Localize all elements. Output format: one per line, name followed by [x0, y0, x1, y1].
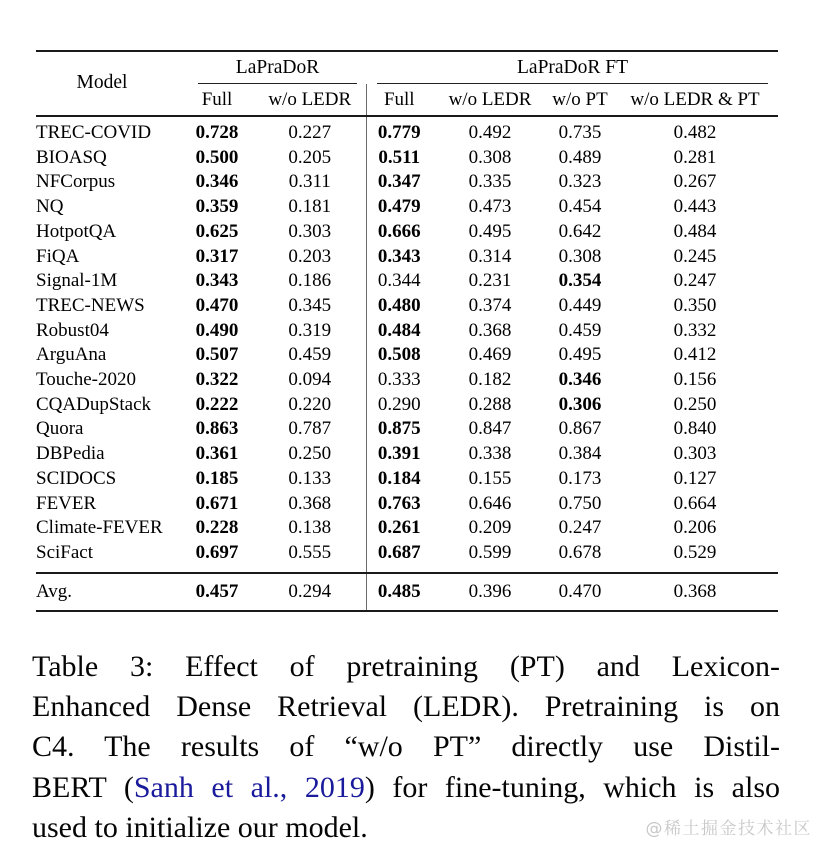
metric-cell: 0.267 [673, 171, 717, 193]
metric-cell: 0.511 [378, 146, 421, 168]
metric-cell: 0.500 [195, 146, 239, 168]
metric-cell: 0.227 [254, 116, 366, 146]
metric-cell: 0.687 [377, 541, 421, 563]
table-row [36, 170, 778, 195]
metric-cell: 0.247 [673, 270, 717, 292]
group-header-lapridor-ft [366, 51, 778, 84]
dataset-name: CQADupStack [36, 393, 152, 415]
metric-cell: 0.308 [558, 245, 602, 267]
metric-cell: 0.311 [254, 170, 366, 195]
table-row [36, 146, 778, 171]
dataset-name: FEVER [36, 492, 97, 514]
dataset-name: Touche-2020 [36, 369, 136, 391]
dataset-name: Avg. [36, 580, 73, 602]
metric-cell: 0.470 [558, 580, 602, 602]
metric-cell: 0.247 [558, 517, 602, 539]
metric-cell: 0.323 [558, 171, 602, 193]
metric-cell: 0.343 [377, 245, 421, 267]
metric-cell: 0.314 [468, 245, 512, 267]
metric-cell: 0.459 [558, 319, 602, 341]
col-header-wo-ledr-1: w/o LEDR [254, 84, 366, 116]
metric-cell: 0.186 [254, 269, 366, 294]
metric-cell: 0.368 [468, 319, 512, 341]
dataset-name: Robust04 [36, 319, 109, 341]
dataset-name: SciFact [36, 541, 93, 563]
col-header-wo-ledr-pt: w/o LEDR & PT [612, 84, 778, 116]
metric-cell: 0.133 [254, 467, 366, 492]
metric-cell: 0.184 [377, 467, 421, 489]
metric-cell: 0.220 [254, 393, 366, 418]
citation-link[interactable]: Sanh et al., 2019 [133, 770, 365, 804]
model-column-header: Model [36, 51, 180, 116]
metric-cell: 0.228 [195, 517, 239, 539]
metric-cell: 0.867 [558, 418, 602, 440]
metric-cell: 0.368 [254, 492, 366, 517]
metric-cell: 0.294 [254, 573, 366, 611]
dataset-name: Signal-1M [36, 270, 118, 292]
group-label: LaPraDoR FT [517, 57, 629, 78]
metric-cell: 0.847 [468, 418, 512, 440]
caption-line [32, 768, 780, 808]
table-row [36, 541, 778, 573]
metric-cell: 0.508 [377, 344, 421, 366]
group-label: LaPraDoR [235, 57, 320, 78]
watermark: @稀土掘金技术社区 [645, 819, 812, 839]
metric-cell: 0.443 [673, 196, 717, 218]
metric-cell: 0.185 [195, 467, 239, 489]
metric-cell: 0.209 [468, 517, 512, 539]
metric-cell: 0.779 [377, 122, 421, 143]
table-row [36, 269, 778, 294]
metric-cell: 0.479 [377, 196, 421, 218]
table-row [36, 245, 778, 270]
table-row [36, 368, 778, 393]
group-rule [377, 57, 768, 84]
dataset-name: SCIDOCS [36, 467, 117, 489]
metric-cell: 0.480 [377, 294, 421, 316]
metric-cell: 0.343 [195, 270, 239, 292]
col-header-full-1: Full [180, 84, 254, 116]
metric-cell: 0.303 [673, 443, 717, 465]
metric-cell: 0.206 [673, 517, 717, 539]
metric-cell: 0.492 [468, 122, 512, 143]
average-row [36, 573, 778, 611]
metric-cell: 0.473 [468, 196, 512, 218]
metric-cell: 0.250 [254, 442, 366, 467]
metric-cell: 0.412 [673, 344, 717, 366]
table-row [36, 492, 778, 517]
metric-cell: 0.599 [468, 541, 512, 563]
metric-cell: 0.469 [468, 344, 512, 366]
table-body [36, 116, 778, 573]
metric-cell: 0.728 [195, 122, 239, 143]
metric-cell: 0.484 [673, 220, 717, 242]
metric-cell: 0.666 [377, 220, 421, 242]
metric-cell: 0.391 [377, 443, 421, 465]
table-row [36, 294, 778, 319]
metric-cell: 0.374 [468, 294, 512, 316]
table-row [36, 343, 778, 368]
table-row [36, 393, 778, 418]
metric-cell: 0.449 [558, 294, 602, 316]
metric-cell: 0.459 [254, 343, 366, 368]
metric-cell: 0.245 [673, 245, 717, 267]
table-row [36, 116, 778, 146]
dataset-name: NQ [36, 196, 64, 218]
metric-cell: 0.555 [254, 541, 366, 573]
metric-cell: 0.485 [377, 580, 421, 602]
col-header-wo-pt: w/o PT [548, 84, 612, 116]
metric-cell: 0.495 [558, 344, 602, 366]
dataset-name: TREC-NEWS [36, 294, 145, 316]
group-header-lapridor [180, 51, 366, 84]
metric-cell: 0.205 [254, 146, 366, 171]
metric-cell: 0.173 [558, 467, 602, 489]
metric-cell: 0.138 [254, 516, 366, 541]
metric-cell: 0.489 [558, 146, 602, 168]
caption-line: Enhanced Dense Retrieval (LEDR). Pretraining is on [32, 690, 780, 724]
metric-cell: 0.863 [195, 418, 239, 440]
metric-cell: 0.306 [558, 393, 602, 415]
metric-cell: 0.155 [468, 467, 512, 489]
metric-cell: 0.338 [468, 443, 512, 465]
metric-cell: 0.625 [195, 220, 239, 242]
metric-cell: 0.359 [195, 196, 239, 218]
col-header-wo-ledr-2: w/o LEDR [432, 84, 548, 116]
metric-cell: 0.646 [468, 492, 512, 514]
caption-text: BERT ( [32, 770, 134, 804]
caption-line: C4. The results of “w/o PT” directly use Distil- [32, 730, 780, 764]
metric-cell: 0.750 [558, 492, 602, 514]
metric-cell: 0.361 [195, 443, 239, 465]
dataset-name: FiQA [36, 245, 80, 267]
metric-cell: 0.384 [558, 443, 602, 465]
group-rule [198, 57, 357, 84]
table-row [36, 195, 778, 220]
table-row [36, 319, 778, 344]
metric-cell: 0.368 [673, 580, 717, 602]
metric-cell: 0.333 [377, 369, 421, 391]
dataset-name: TREC-COVID [36, 122, 152, 143]
metric-cell: 0.222 [195, 393, 239, 415]
metric-cell: 0.231 [468, 270, 512, 292]
metric-cell: 0.482 [673, 122, 717, 143]
metric-cell: 0.671 [195, 492, 239, 514]
dataset-name: ArguAna [36, 344, 107, 366]
metric-cell: 0.678 [558, 541, 602, 563]
metric-cell: 0.396 [468, 580, 512, 602]
metric-cell: 0.642 [558, 220, 602, 242]
metric-cell: 0.350 [673, 294, 717, 316]
metric-cell: 0.317 [195, 245, 239, 267]
metric-cell: 0.290 [377, 393, 421, 415]
table-row [36, 220, 778, 245]
metric-cell: 0.250 [673, 393, 717, 415]
table-row [36, 516, 778, 541]
metric-cell: 0.454 [558, 196, 602, 218]
metric-cell: 0.322 [195, 369, 239, 391]
dataset-name: NFCorpus [36, 171, 116, 193]
metric-cell: 0.319 [254, 319, 366, 344]
group-header-row [36, 51, 778, 84]
metric-cell: 0.735 [558, 122, 602, 143]
metric-cell: 0.457 [195, 580, 239, 602]
metric-cell: 0.346 [558, 369, 602, 391]
dataset-name: Climate-FEVER [36, 517, 163, 539]
metric-cell: 0.335 [468, 171, 512, 193]
table-header [36, 51, 778, 116]
metric-cell: 0.344 [377, 270, 421, 292]
metric-cell: 0.840 [673, 418, 717, 440]
metric-cell: 0.156 [673, 369, 717, 391]
metric-cell: 0.484 [377, 319, 421, 341]
metric-cell: 0.697 [195, 541, 239, 563]
metric-cell: 0.529 [673, 541, 717, 563]
caption-text: ) for fine-tuning, which is also [364, 770, 780, 804]
metric-cell: 0.470 [195, 294, 239, 316]
metric-cell: 0.288 [468, 393, 512, 415]
dataset-name: DBPedia [36, 443, 105, 465]
metric-cell: 0.332 [673, 319, 717, 341]
metric-cell: 0.763 [377, 492, 421, 514]
metric-cell: 0.182 [468, 369, 512, 391]
col-header-full-2: Full [366, 84, 432, 116]
table-row [36, 417, 778, 442]
metric-cell: 0.261 [377, 517, 421, 539]
metric-cell: 0.203 [254, 245, 366, 270]
metric-cell: 0.345 [254, 294, 366, 319]
metric-cell: 0.127 [673, 467, 717, 489]
metric-cell: 0.347 [377, 171, 421, 193]
metric-cell: 0.354 [558, 270, 602, 292]
table-row [36, 467, 778, 492]
metric-cell: 0.094 [254, 368, 366, 393]
metric-cell: 0.507 [195, 344, 239, 366]
metric-cell: 0.787 [254, 417, 366, 442]
metric-cell: 0.664 [673, 492, 717, 514]
metric-cell: 0.308 [468, 146, 512, 168]
results-table [36, 50, 778, 612]
caption-line: Table 3: Effect of pretraining (PT) and Lexicon- [32, 650, 780, 683]
metric-cell: 0.495 [468, 220, 512, 242]
metric-cell: 0.303 [254, 220, 366, 245]
dataset-name: Quora [36, 418, 84, 440]
metric-cell: 0.346 [195, 171, 239, 193]
metric-cell: 0.281 [673, 146, 717, 168]
metric-cell: 0.181 [254, 195, 366, 220]
caption-line: used to initialize our model. [32, 810, 368, 844]
table-row [36, 442, 778, 467]
metric-cell: 0.490 [195, 319, 239, 341]
dataset-name: HotpotQA [36, 220, 117, 242]
metric-cell: 0.875 [377, 418, 421, 440]
average-section [36, 573, 778, 611]
dataset-name: BIOASQ [36, 146, 107, 168]
